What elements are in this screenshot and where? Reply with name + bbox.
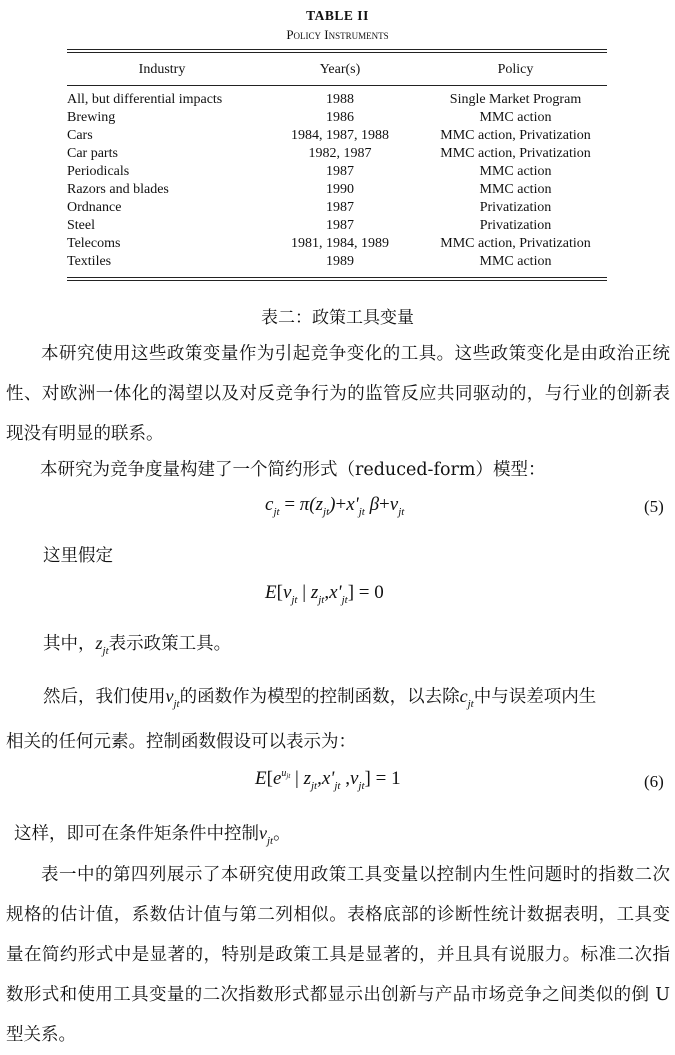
cell-policy: Privatization [479,218,552,233]
equation-5-number: (5) [644,497,664,516]
paragraph-1: 本研究使用这些政策变量作为引起竞争变化的工具。这些政策变化是由政治正统性、对欧洲一体化的渴望以及对反竞争行为的监管反应共同驱动的，与行业的创新表现没有明显的联系。 [6,344,670,444]
var-z-jt: $z_{jt}$ [95,633,109,657]
cell-years: 1987 [326,200,354,215]
cell-industry: Razors and blades [67,182,169,197]
cell-years: 1987 [326,164,354,179]
cell-industry: Car parts [67,146,118,161]
cell-years: 1981, 1984, 1989 [291,236,389,251]
equation-5: $c_{jt} = \pi(z_{jt})+x'_{jt}$ $\beta+v_{jt}$ [265,494,405,518]
cell-policy: MMC action [479,182,552,197]
paragraph-5-line-2: 相关的任何元素。控制函数假设可以表示为： [6,732,356,752]
cell-years: 1987 [326,218,354,233]
var-v-jt: $v_{jt}$ [165,686,180,710]
paragraph-6 [14,820,291,847]
cell-years: 1989 [326,254,354,269]
paragraph-4 [43,630,231,657]
cell-industry: Brewing [67,110,116,125]
cell-policy: MMC action, Privatization [440,146,591,161]
table-subtitle: Policy Instruments [286,27,389,42]
paragraph-5-b: 的函数作为模型的控制函数，以去除 [179,687,460,707]
cell-policy: Single Market Program [449,92,582,107]
table-row [0,200,675,218]
equation-assumption: $E[v_{jt}$ | $z_{jt},x'_{jt}] = 0$ [265,582,384,606]
equation-6: $E[e^{u_{jt}}$ | $z_{jt},x'_{jt}$ $,v_{jt}] = 1$ [255,768,401,792]
cell-industry: Periodicals [67,164,130,179]
table-row [0,110,675,128]
cell-years: 1984, 1987, 1988 [291,128,389,143]
table-top-rule [67,49,607,50]
cell-years: 1982, 1987 [308,146,372,161]
paragraph-3: 这里假定 [43,546,113,566]
table-top-rule-2 [67,52,607,53]
paragraph-6-a: 这样，即可在条件矩条件中控制 [14,824,259,844]
cell-industry: All, but differential impacts [67,92,223,107]
cell-policy: MMC action [479,110,552,125]
paragraph-5-a: 然后，我们使用 [43,687,166,707]
paragraph-4-b: 表示政策工具。 [108,634,232,654]
cell-years: 1988 [326,92,354,107]
paragraph-4-a: 其中， [43,634,96,654]
cell-industry: Telecoms [67,236,121,251]
table-caption: 表二：政策工具变量 [261,308,414,328]
header-years: Year(s) [319,62,361,77]
table-row [0,146,675,164]
table-row [0,182,675,200]
table-row [0,164,675,182]
table-row [0,218,675,236]
paragraph-6-b: 。 [273,824,291,844]
cell-years: 1990 [326,182,354,197]
table-row [0,92,675,110]
cell-policy: MMC action, Privatization [440,236,591,251]
equation-6-number: (6) [644,772,664,791]
cell-industry: Textiles [67,254,112,269]
table-row [0,236,675,254]
table-title: TABLE II [306,8,369,23]
paragraph-2: 本研究为竞争度量构建了一个简约形式（reduced-form）模型： [40,460,546,480]
cell-policy: MMC action, Privatization [440,128,591,143]
header-industry: Industry [138,62,186,77]
table-bottom-rule-2 [67,280,607,281]
paragraph-7: 表一中的第四列展示了本研究使用政策工具变量以控制内生性问题时的指数二次规格的估计值，系数估计值与第二列相似。表格底部的诊断性统计数据表明，工具变量在简约形式中是显著的，特别是政策工具是显著的，并且具有说服力。标准二次指数形式和使用工具变量的二次指数形式都显示出创新与产品市场竞争之间类似的倒 U 型关系。 [6,865,670,1045]
table-header-rule [67,85,607,86]
table-row [0,128,675,146]
table-bottom-rule [67,277,607,278]
paragraph-5-line-1 [43,683,596,710]
cell-industry: Steel [67,218,95,233]
cell-policy: Privatization [479,200,552,215]
header-policy: Policy [497,62,534,77]
cell-policy: MMC action [479,164,552,179]
var-c-jt: $c_{jt}$ [459,686,474,710]
paragraph-5-c: 中与误差项内生 [473,687,597,707]
cell-years: 1986 [326,110,354,125]
cell-industry: Cars [67,128,93,143]
table-row [0,254,675,272]
var-v-jt-2: $v_{jt}$ [259,823,274,847]
cell-policy: MMC action [479,254,552,269]
cell-industry: Ordnance [67,200,122,215]
